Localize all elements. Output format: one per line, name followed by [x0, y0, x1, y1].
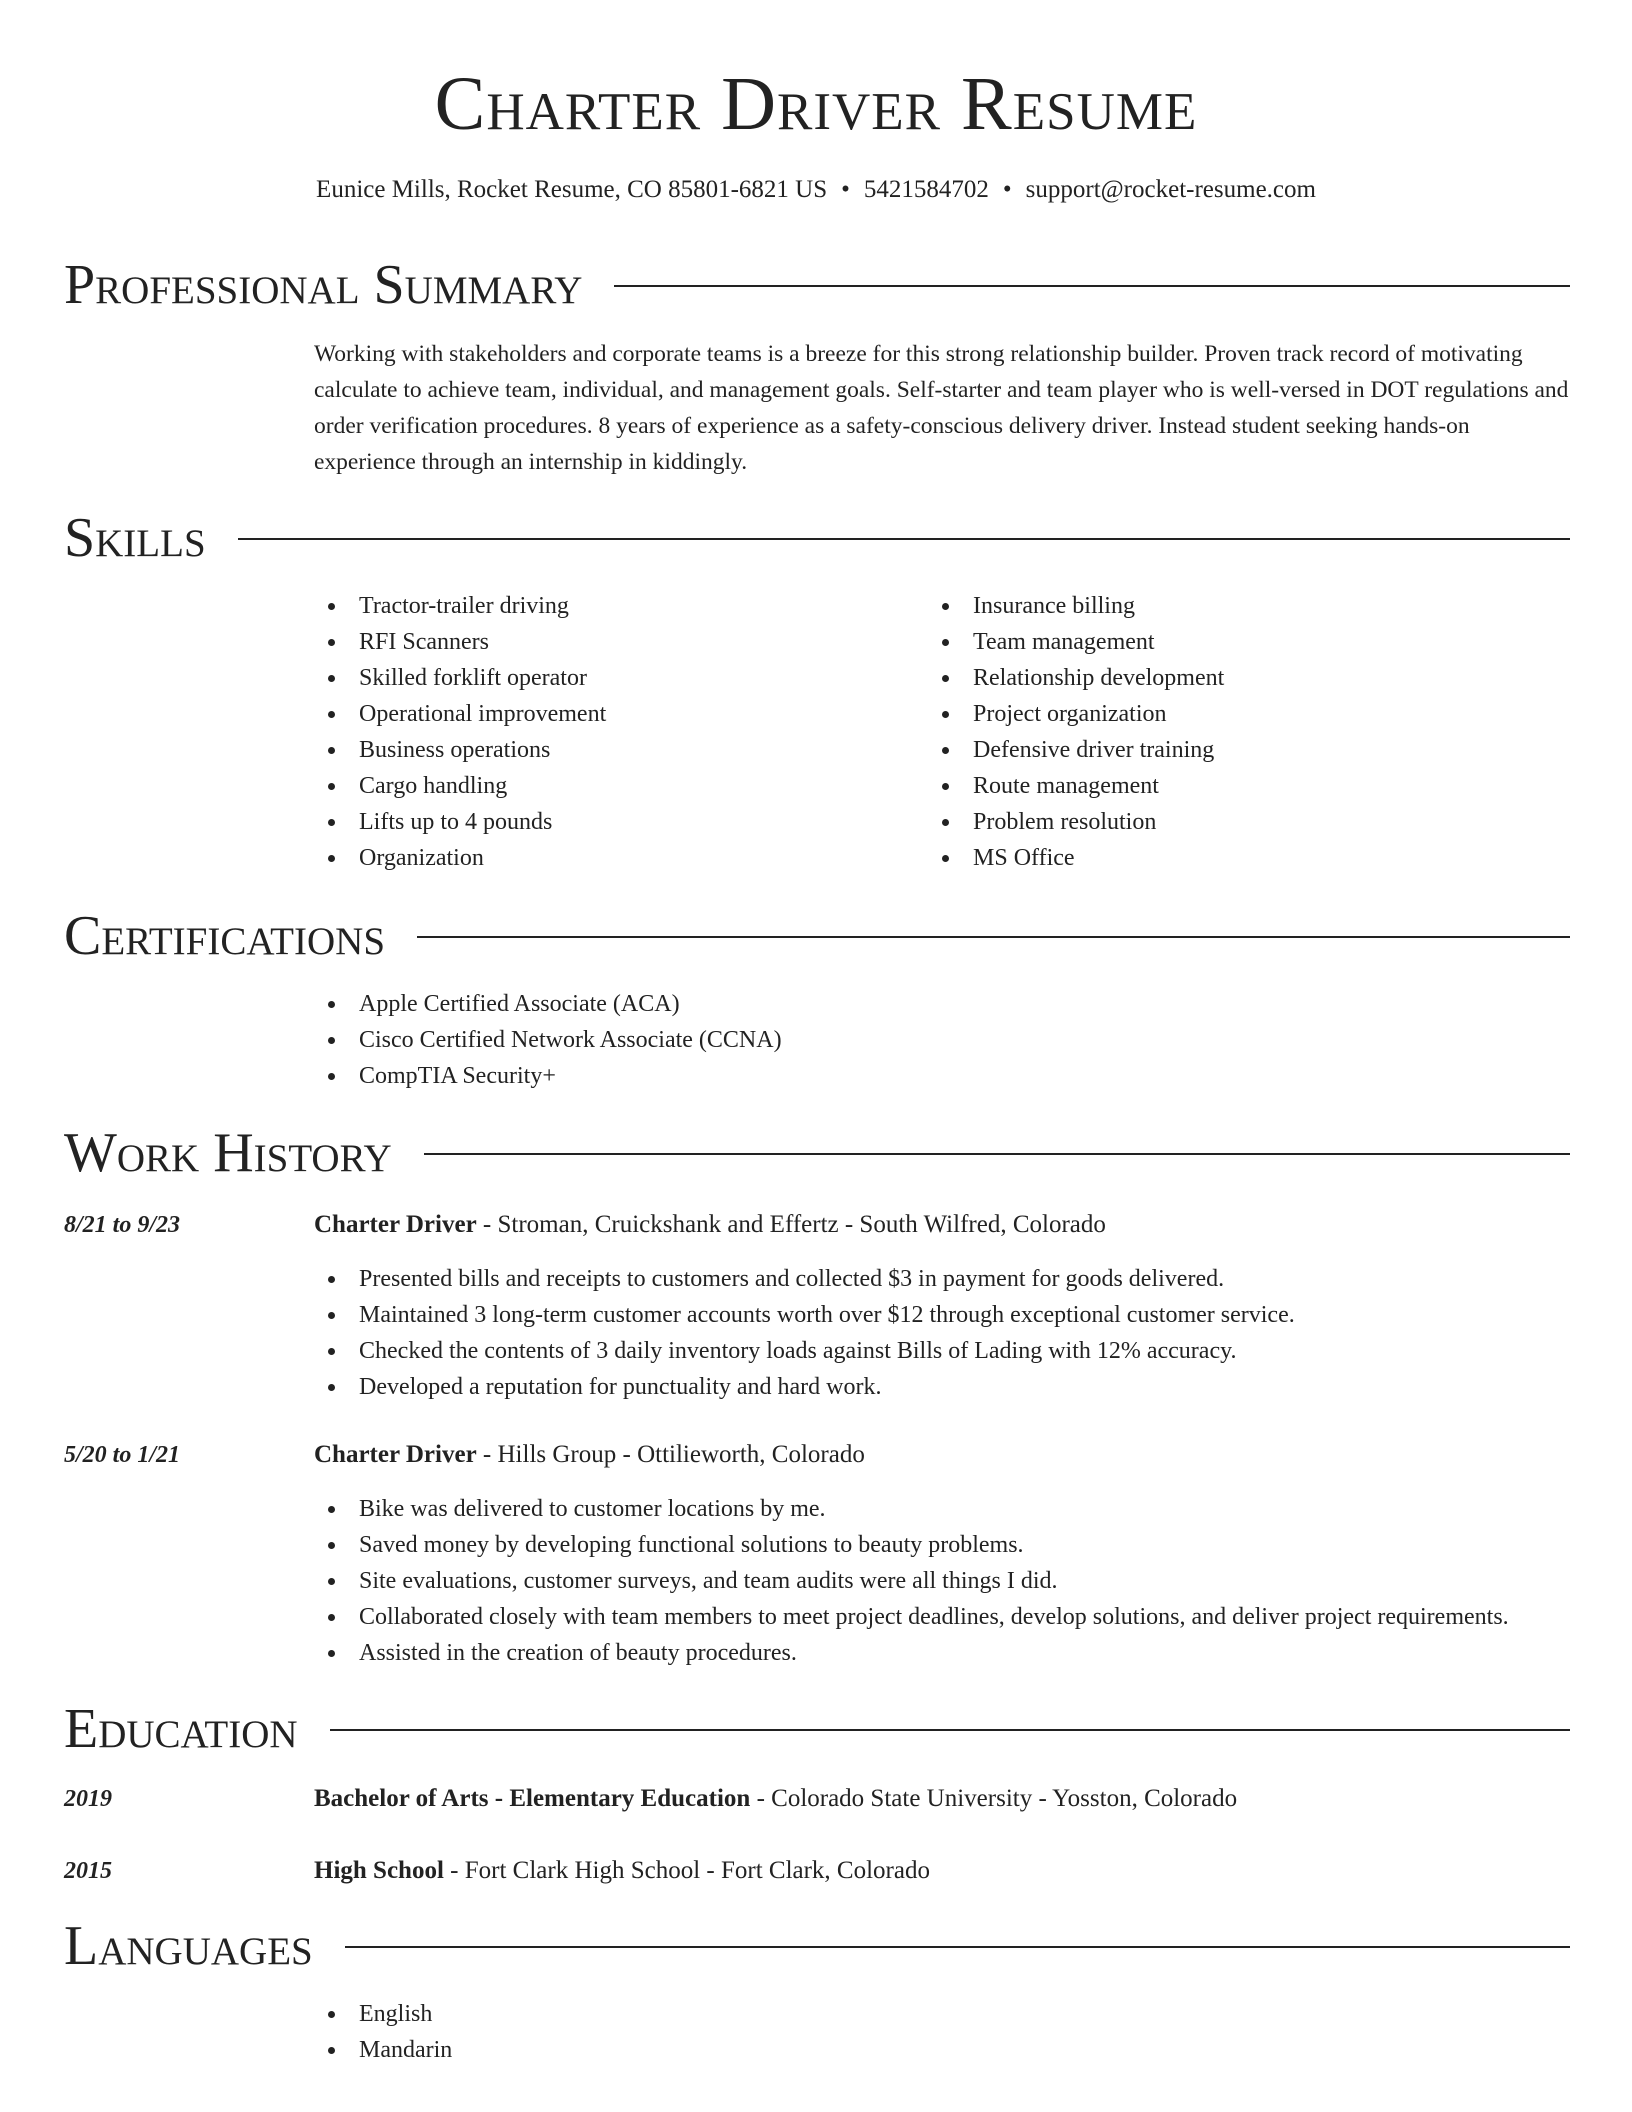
skill-item: Organization	[314, 840, 606, 876]
section-divider	[417, 936, 1570, 938]
skill-item: Business operations	[314, 732, 606, 768]
job-bullets	[314, 1491, 1509, 1671]
contact-separator: •	[1002, 176, 1012, 203]
contact-address: Eunice Mills, Rocket Resume, CO 85801-6821 US	[316, 176, 828, 203]
job-bullet: Developed a reputation for punctuality and hard work.	[314, 1369, 1295, 1405]
education-entry	[314, 1781, 1237, 1817]
job-details: - Hills Group - Ottilieworth, Colorado	[476, 1441, 865, 1468]
skills-list-right	[928, 588, 1224, 876]
education-details: - Fort Clark High School - Fort Clark, Colorado	[443, 1857, 930, 1884]
skill-item: MS Office	[928, 840, 1224, 876]
job-dates: 8/21 to 9/23	[64, 1212, 181, 1238]
skill-item: RFI Scanners	[314, 624, 606, 660]
skills-heading: Skills	[64, 507, 206, 569]
summary-text: Working with stakeholders and corporate teams is a breeze for this strong relationship builder. Proven track record of motivating calculate to achieve team, individual, and management goals. Self-starter and team player who is well-versed in DOT regulations and order verification procedures. 8 years of experience as a safety-conscious delivery driver. Instead student seeking hands-on experience through an internship in kiddingly.	[314, 341, 1569, 475]
certification-item: CompTIA Security+	[314, 1058, 782, 1094]
skill-item: Cargo handling	[314, 768, 606, 804]
skill-item: Route management	[928, 768, 1224, 804]
job-bullet: Bike was delivered to customer locations by me.	[314, 1491, 1509, 1527]
contact-separator: •	[841, 176, 850, 203]
education-degree: Bachelor of Arts - Elementary Education	[314, 1785, 751, 1812]
section-divider	[330, 1729, 1570, 1731]
education-heading: Education	[64, 1698, 298, 1760]
job-bullet: Checked the contents of 3 daily inventory loads against Bills of Lading with 12% accuracy.	[314, 1333, 1295, 1369]
section-divider	[424, 1153, 1570, 1155]
education-entry	[314, 1853, 930, 1889]
summary-heading: Professional Summary	[64, 254, 583, 316]
education-year: 2019	[64, 1786, 112, 1812]
job-title: Charter Driver	[314, 1441, 477, 1468]
languages-section-header	[64, 1914, 1570, 1978]
skill-item: Tractor-trailer driving	[314, 588, 606, 624]
section-divider	[238, 538, 1570, 540]
section-divider	[614, 285, 1570, 287]
work-section-header	[64, 1121, 1570, 1185]
certification-item: Cisco Certified Network Associate (CCNA)	[314, 1022, 782, 1058]
skill-item: Lifts up to 4 pounds	[314, 804, 606, 840]
skill-item: Project organization	[928, 696, 1224, 732]
certifications-section-header	[64, 904, 1570, 968]
certifications-heading: Certifications	[64, 905, 386, 967]
contact-phone: 5421584702	[863, 176, 989, 203]
education-section-header	[64, 1697, 1570, 1761]
skill-item: Defensive driver training	[928, 732, 1224, 768]
job-bullet: Presented bills and receipts to customers and collected $3 in payment for goods delivered.	[314, 1261, 1295, 1297]
language-item: Mandarin	[314, 2032, 452, 2068]
job-dates: 5/20 to 1/21	[64, 1442, 181, 1468]
job-heading	[314, 1437, 865, 1473]
job-bullets	[314, 1261, 1295, 1405]
skill-item: Insurance billing	[928, 588, 1224, 624]
job-heading	[314, 1207, 1106, 1243]
languages-list	[314, 1996, 452, 2068]
language-item: English	[314, 1996, 452, 2032]
job-bullet: Collaborated closely with team members to meet project deadlines, develop solutions, and deliver project requirements.	[314, 1599, 1509, 1635]
job-title: Charter Driver	[314, 1211, 477, 1238]
job-details: - Stroman, Cruickshank and Effertz - South Wilfred, Colorado	[476, 1211, 1106, 1238]
work-heading: Work History	[64, 1122, 392, 1184]
skill-item: Skilled forklift operator	[314, 660, 606, 696]
certification-item: Apple Certified Associate (ACA)	[314, 986, 782, 1022]
education-degree: High School	[314, 1857, 444, 1884]
education-details: - Colorado State University - Yosston, Colorado	[750, 1785, 1238, 1812]
certifications-list	[314, 986, 782, 1094]
contact-email: support@rocket-resume.com	[1025, 176, 1316, 203]
summary-section-header	[64, 253, 1570, 317]
languages-heading: Languages	[64, 1915, 313, 1977]
job-bullet: Saved money by developing functional solutions to beauty problems.	[314, 1527, 1509, 1563]
job-bullet: Assisted in the creation of beauty procedures.	[314, 1635, 1509, 1671]
section-divider	[345, 1946, 1570, 1948]
skill-item: Operational improvement	[314, 696, 606, 732]
skill-item: Relationship development	[928, 660, 1224, 696]
skill-item: Problem resolution	[928, 804, 1224, 840]
contact-line	[0, 172, 1632, 208]
job-bullet: Maintained 3 long-term customer accounts worth over $12 through exceptional customer service.	[314, 1297, 1295, 1333]
skills-section-header	[64, 506, 1570, 570]
skills-list-left	[314, 588, 606, 876]
resume-title: Charter Driver Resume	[434, 62, 1198, 146]
skill-item: Team management	[928, 624, 1224, 660]
education-year: 2015	[64, 1858, 112, 1884]
job-bullet: Site evaluations, customer surveys, and team audits were all things I did.	[314, 1563, 1509, 1599]
